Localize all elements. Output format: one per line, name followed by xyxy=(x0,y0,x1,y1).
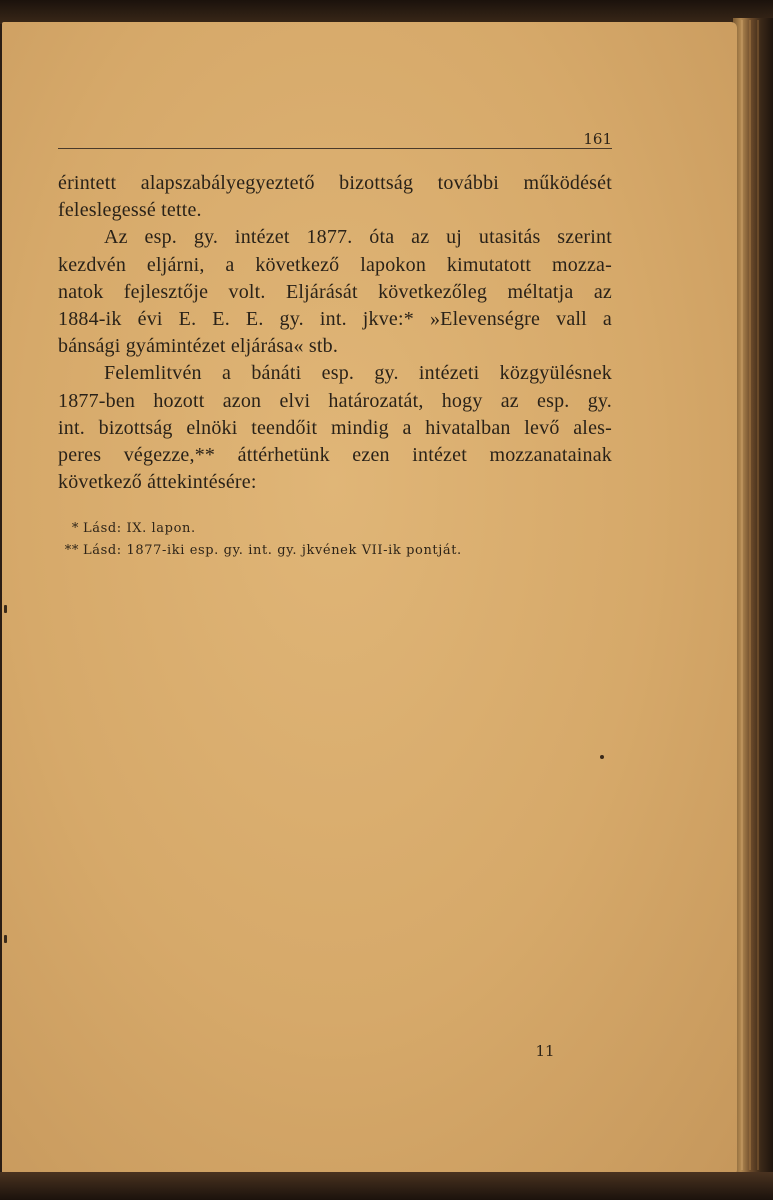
page-edge-line xyxy=(757,20,759,1170)
text-line: feleslegessé tette. xyxy=(58,199,202,222)
footnote xyxy=(55,540,615,562)
footnotes xyxy=(55,518,615,562)
text-line: 1877-ben hozott azon elvi határozatát, hogy az esp. gy. xyxy=(58,389,612,412)
footnote-mark: * xyxy=(71,521,79,536)
text-line: Felemlitvén a bánáti esp. gy. intézeti közgyülésnek xyxy=(104,362,612,385)
text-line: következő áttekintésére: xyxy=(58,471,257,494)
bottom-binding-shadow xyxy=(0,1172,773,1200)
text-line: bánsági gyámintézet eljárása« stb. xyxy=(58,335,339,358)
text-line: natok fejlesztője volt. Eljárását következőleg méltatja az xyxy=(58,280,612,303)
footnote-mark: ** xyxy=(64,543,79,558)
page-edge-line xyxy=(749,20,751,1170)
footnote xyxy=(55,518,615,540)
page-number: 161 xyxy=(583,130,612,148)
paper-speck xyxy=(600,755,604,759)
paper-speck xyxy=(4,935,7,943)
footnote-text: Lásd: 1877-iki esp. gy. int. gy. jkvének VII-ik pontját. xyxy=(83,543,462,558)
signature-mark: 11 xyxy=(535,1042,555,1060)
text-line: kezdvén eljárni, a következő lapokon kimutatott mozza- xyxy=(58,253,612,276)
text-line: int. bizottság elnöki teendőit mindig a hivatalban levő ales- xyxy=(58,416,612,439)
top-binding-shadow xyxy=(0,0,773,24)
text-line: Az esp. gy. intézet 1877. óta az uj utasitás szerint xyxy=(104,226,612,249)
footnote-text: Lásd: IX. lapon. xyxy=(83,521,196,536)
body-text xyxy=(58,170,612,496)
text-line: peres végezze,** áttérhetünk ezen intézet mozzanatainak xyxy=(58,444,612,467)
paper-speck xyxy=(4,605,7,613)
text-line: 1884-ik évi E. E. E. gy. int. jkve:* »Elevenségre vall a xyxy=(58,308,612,331)
page-edge-stack xyxy=(733,18,773,1183)
page-edge-line xyxy=(741,20,743,1170)
text-line: érintett alapszabályegyeztető bizottság további működését xyxy=(58,172,612,194)
header-rule xyxy=(58,148,612,149)
